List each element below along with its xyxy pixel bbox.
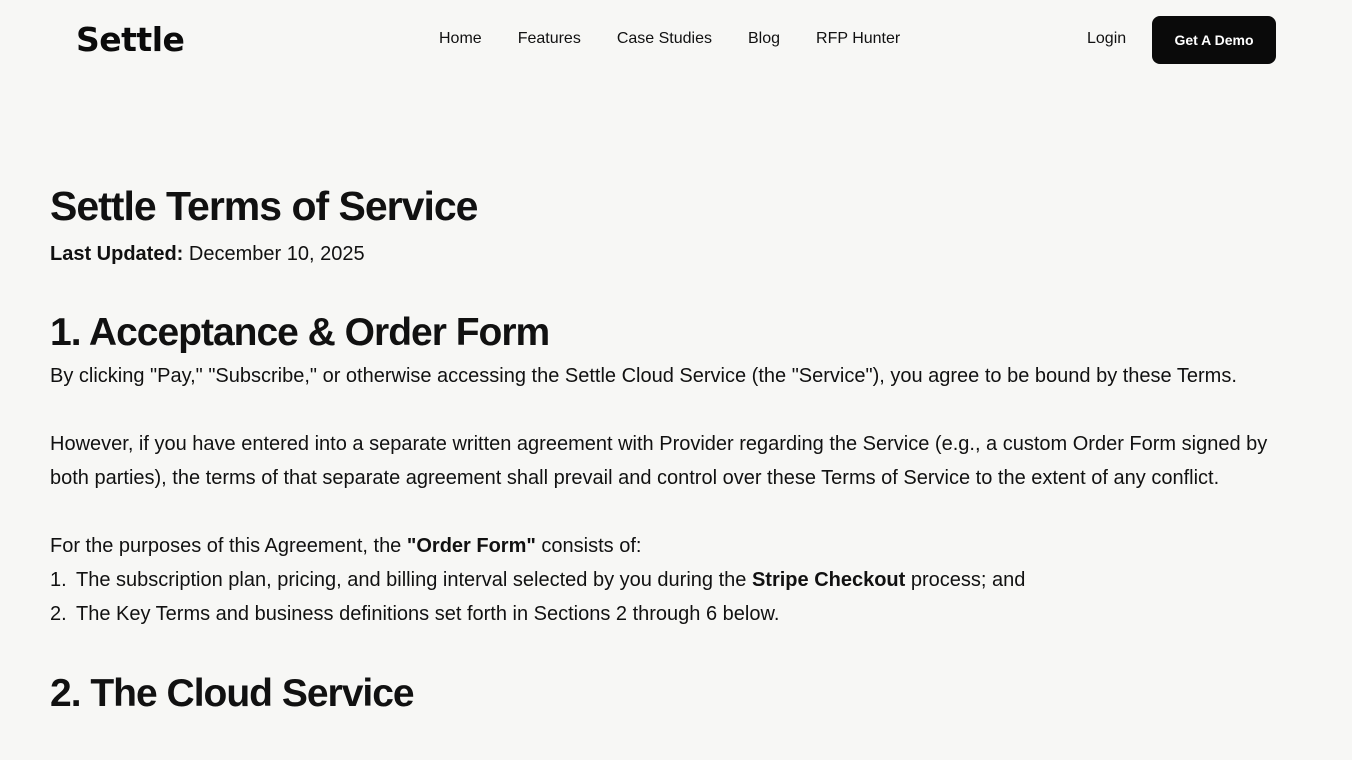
top-navbar bbox=[0, 0, 1352, 80]
nav-home[interactable]: Home bbox=[439, 30, 482, 47]
order-form-term: "Order Form" bbox=[406, 535, 536, 557]
stripe-checkout-term: Stripe Checkout bbox=[751, 569, 906, 591]
order-form-intro-end: consists of: bbox=[535, 535, 642, 557]
list-item-number: 1. bbox=[50, 569, 67, 591]
nav-blog[interactable]: Blog bbox=[748, 30, 781, 47]
nav-case-studies[interactable]: Case Studies bbox=[616, 30, 712, 47]
order-form-intro: For the purposes of this Agreement, the bbox=[50, 535, 407, 557]
section-1-paragraph-1: By clicking "Pay," "Subscribe," or otherwise accessing the Settle Cloud Service (the "Service"), you agree to be bound by these Terms. bbox=[50, 365, 1237, 387]
terms-content bbox=[50, 180, 1310, 720]
list-item-number: 2. bbox=[50, 603, 67, 625]
section-1-paragraph-3 bbox=[50, 529, 1310, 563]
list-item-text: The Key Terms and business definitions set forth in Sections 2 through 6 below. bbox=[76, 603, 780, 625]
last-updated-date: December 10, 2025 bbox=[183, 243, 365, 265]
main-nav bbox=[421, 26, 918, 52]
nav-rfp-hunter[interactable]: RFP Hunter bbox=[816, 30, 901, 47]
page-title: Settle Terms of Service bbox=[50, 183, 478, 229]
settle-logo[interactable]: Settle bbox=[76, 20, 185, 59]
list-item bbox=[50, 563, 1310, 597]
section-2-heading: 2. The Cloud Service bbox=[50, 672, 414, 715]
section-1-heading: 1. Acceptance & Order Form bbox=[50, 311, 550, 354]
get-a-demo-button[interactable]: Get A Demo bbox=[1152, 16, 1276, 64]
order-form-list bbox=[50, 563, 1310, 631]
login-link[interactable]: Login bbox=[1087, 30, 1127, 47]
last-updated-label: Last Updated: bbox=[50, 243, 184, 265]
nav-features[interactable]: Features bbox=[517, 30, 581, 47]
section-1-paragraph-2: However, if you have entered into a separate written agreement with Provider regarding the Service (e.g., a custom Order Form signed by both parties), the terms of that separate agreement shall prevail and control over these Terms of Service to the extent of any conflict. bbox=[50, 433, 1268, 489]
list-item-text: The subscription plan, pricing, and billing interval selected by you during the Stripe Checkout process; and bbox=[76, 569, 1026, 591]
last-updated bbox=[50, 239, 1310, 269]
list-item bbox=[50, 597, 1310, 631]
